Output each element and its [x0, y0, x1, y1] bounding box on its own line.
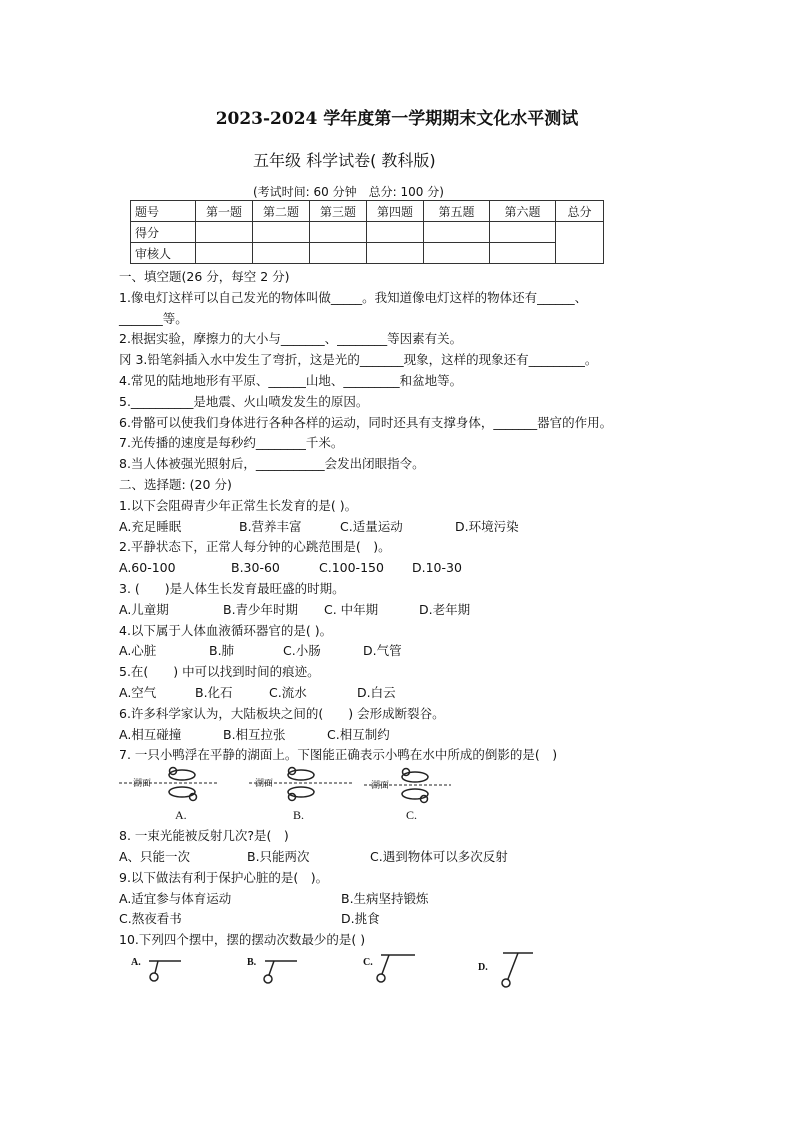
option-c[interactable]: C.小肠 [283, 643, 321, 659]
option-a[interactable]: A.儿童期 [119, 601, 169, 617]
options-row [119, 725, 679, 746]
water-surface-label: 湖面 [371, 780, 390, 791]
option-d[interactable]: D.白云 [357, 684, 396, 700]
section-heading: 一、填空题(26 分，每空 2 分) [119, 269, 290, 284]
water-surface-label: 湖面 [133, 778, 152, 789]
score-cell[interactable] [367, 222, 424, 243]
figure-caption-c: C. [406, 808, 418, 823]
option-b[interactable]: B.只能两次 [247, 848, 310, 864]
pendulum-a-drawing [149, 961, 181, 981]
duck-reflection-diagram [119, 766, 459, 808]
option-b[interactable]: B.化石 [195, 684, 233, 700]
option-a[interactable]: A.充足睡眠 [119, 518, 182, 534]
figure-caption-b: B. [293, 808, 305, 823]
pendulum-b-drawing [264, 961, 297, 983]
options-row [119, 641, 679, 662]
option-c[interactable]: C.遇到物体可以多次反射 [370, 848, 508, 864]
option-b[interactable]: B.30-60 [231, 560, 280, 576]
pendulum-d-drawing [502, 953, 533, 987]
page-subtitle: 五年级 科学试卷( 教科版) [253, 151, 436, 170]
exam-info: (考试时间: 60 分钟 总分: 100 分) [253, 185, 444, 199]
section-heading: 二、选择题: (20 分) [119, 476, 232, 492]
reviewer-cell[interactable] [196, 243, 253, 264]
question-text: 2.平静状态下，正常人每分钟的心跳范围是( )。 [119, 539, 391, 555]
score-cell[interactable] [490, 222, 556, 243]
question-text: 10.下列四个摆中，摆的摆动次数最少的是( ) [119, 932, 366, 948]
option-d[interactable]: D.环境污染 [455, 518, 519, 534]
option-b[interactable]: B.青少年时期 [223, 601, 299, 617]
duck-reflection-figure [119, 766, 679, 826]
option-c[interactable]: C. 中年期 [324, 601, 379, 617]
option-a[interactable]: A.相互碰撞 [119, 726, 182, 742]
score-table-header-cell: 第六题 [490, 201, 556, 222]
option-b[interactable]: B.相互拉张 [223, 726, 286, 742]
fill-blank-line: 7.光传播的速度是每秒约________千米。 [119, 435, 344, 451]
score-cell[interactable] [424, 222, 490, 243]
reviewer-cell[interactable] [424, 243, 490, 264]
total-score-cell[interactable] [556, 222, 604, 264]
options-row [119, 558, 679, 579]
question-text: 4.以下属于人体血液循环器官的是( )。 [119, 622, 333, 638]
question-text: 3. ( )是人体生长发育最旺盛的时期。 [119, 580, 345, 596]
score-table [130, 200, 604, 264]
question-text: 1.以下会阻碍青少年正常生长发育的是( )。 [119, 497, 358, 513]
question-text: 9.以下做法有利于保护心脏的是( )。 [119, 869, 329, 885]
reviewer-cell[interactable] [367, 243, 424, 264]
options-row [119, 517, 679, 538]
question-text: 5.在( ) 中可以找到时间的痕迹。 [119, 664, 320, 680]
option-a[interactable]: A.心脏 [119, 643, 157, 659]
score-cell[interactable] [196, 222, 253, 243]
option-b[interactable]: B.肺 [209, 643, 235, 659]
score-table-header-cell: 第五题 [424, 201, 490, 222]
option-c[interactable]: C.熬夜看书 [119, 911, 182, 927]
pendulum-diagram [119, 951, 549, 995]
page-title: 2023-2024 学年度第一学期期末文化水平测试 [215, 109, 579, 129]
fill-blank-line: 1.像电灯这样可以自己发光的物体叫做_____。我知道像电灯这样的物体还有______、 [119, 289, 588, 305]
water-surface-label: 湖面 [255, 778, 274, 789]
score-row [131, 222, 604, 243]
pendulum-figure [119, 951, 679, 996]
option-d[interactable]: D.10-30 [412, 560, 462, 576]
score-cell[interactable] [253, 222, 310, 243]
score-table-header-row [131, 201, 604, 222]
reviewer-row [131, 243, 604, 264]
options-row [119, 600, 679, 621]
fill-blank-line: 4.常见的陆地地形有平原、______山地、_________和盆地等。 [119, 372, 463, 388]
score-table-header-cell: 总分 [556, 201, 604, 222]
reviewer-cell[interactable] [490, 243, 556, 264]
figure-caption-a: A. [175, 808, 187, 823]
score-table-header-cell: 题号 [131, 201, 196, 222]
options-row [119, 889, 679, 910]
reviewer-row-label: 审核人 [131, 243, 196, 264]
fill-blank-line: 6.骨骼可以使我们身体进行各种各样的运动，同时还具有支撑身体，_______器官的作用。 [119, 414, 613, 430]
score-row-label: 得分 [131, 222, 196, 243]
option-a[interactable]: A.空气 [119, 684, 157, 700]
option-a[interactable]: A.60-100 [119, 560, 176, 576]
fill-blank-line: 8.当人体被强光照射后，___________会发出闭眼指令。 [119, 456, 425, 472]
score-table-header-cell: 第一题 [196, 201, 253, 222]
score-table-header-cell: 第四题 [367, 201, 424, 222]
pendulum-c-drawing [377, 955, 415, 982]
score-table-header-cell: 第二题 [253, 201, 310, 222]
reviewer-cell[interactable] [253, 243, 310, 264]
score-cell[interactable] [310, 222, 367, 243]
question-text: 6.许多科学家认为，大陆板块之间的( ) 会形成断裂谷。 [119, 705, 445, 721]
pendulum-label-a: A. [131, 956, 141, 968]
pendulum-label-c: C. [363, 956, 373, 968]
option-c[interactable]: C.100-150 [319, 560, 384, 576]
option-c[interactable]: C.相互制约 [327, 726, 390, 742]
pendulum-label-d: D. [478, 961, 488, 973]
options-row [119, 683, 679, 704]
pendulum-label-b: B. [247, 956, 257, 968]
question-text: 7. 一只小鸭浮在平静的湖面上。下图能正确表示小鸭在水中所成的倒影的是( ) [119, 747, 558, 763]
options-row [119, 909, 679, 930]
exam-content [119, 267, 679, 996]
fill-blank-line: _______等。 [119, 310, 188, 326]
option-b[interactable]: B.营养丰富 [239, 518, 302, 534]
option-a[interactable]: A、只能一次 [119, 848, 191, 864]
option-c[interactable]: C.适量运动 [340, 518, 403, 534]
option-c[interactable]: C.流水 [269, 684, 307, 700]
option-d[interactable]: D.老年期 [419, 601, 471, 617]
reviewer-cell[interactable] [310, 243, 367, 264]
fill-blank-line: 5.__________是地震、火山喷发发生的原因。 [119, 393, 369, 409]
option-a[interactable]: A.适宜参与体育运动 [119, 890, 232, 906]
option-d[interactable]: D.挑食 [341, 911, 380, 927]
options-row [119, 847, 679, 868]
fill-blank-line: 2.根据实验，摩擦力的大小与_______、________等因素有关。 [119, 331, 463, 347]
option-b[interactable]: B.生病坚持锻炼 [341, 890, 429, 906]
score-table-header-cell: 第三题 [310, 201, 367, 222]
question-text: 8. 一束光能被反射几次?是( ) [119, 828, 289, 844]
option-d[interactable]: D.气管 [363, 643, 402, 659]
fill-blank-line: 冈 3.铅笔斜插入水中发生了弯折，这是光的_______现象，这样的现象还有_________。 [119, 352, 598, 368]
